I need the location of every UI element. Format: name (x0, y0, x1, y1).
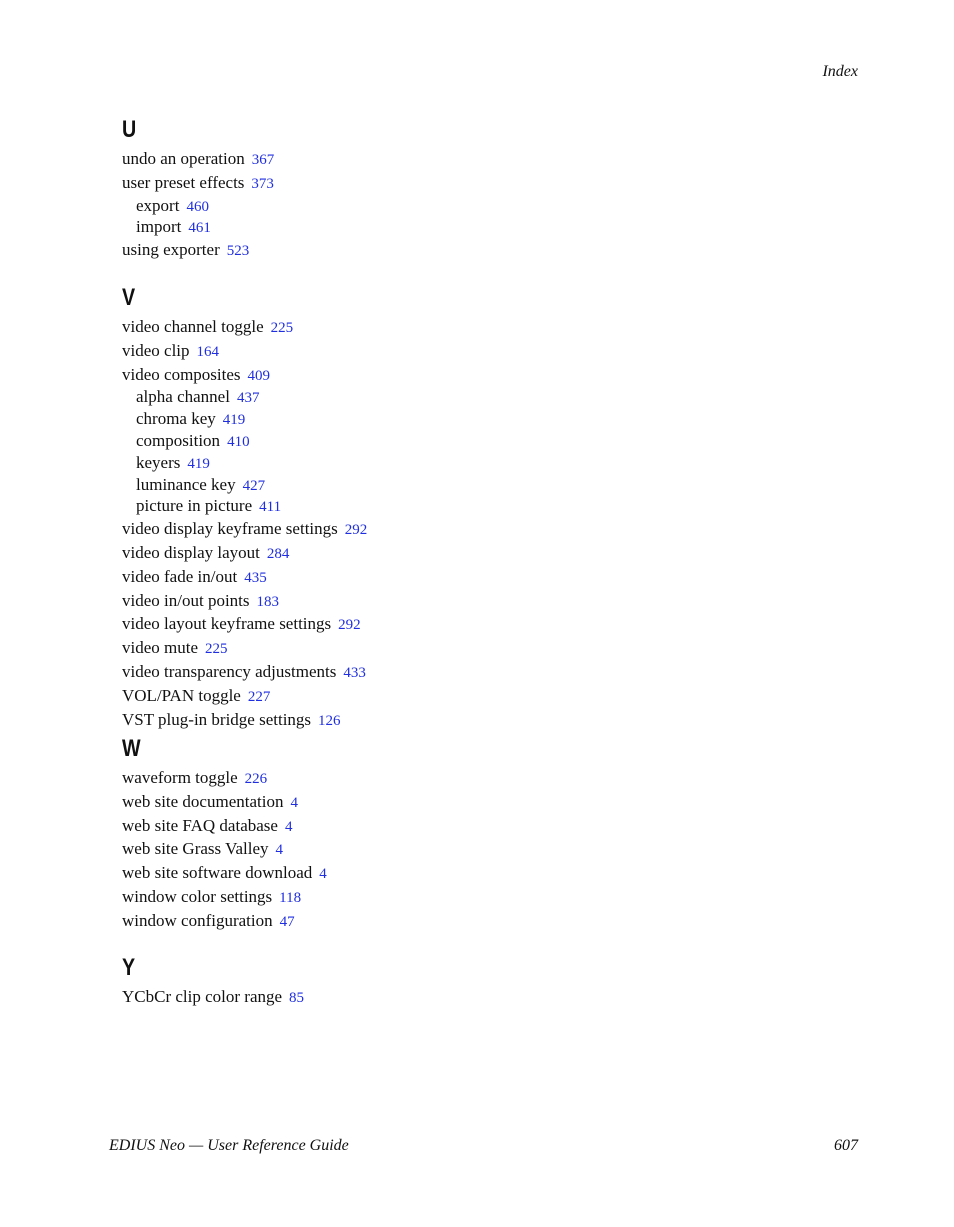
entry-term: chroma key (136, 409, 216, 429)
page-number: 607 (834, 1137, 858, 1154)
index-entry (122, 542, 367, 566)
page-link[interactable]: 47 (279, 913, 295, 930)
entry-term: using exporter (122, 240, 220, 260)
page-link[interactable]: 226 (244, 771, 268, 787)
page-link[interactable]: 292 (338, 617, 361, 634)
page-link[interactable]: 4 (284, 818, 293, 835)
page-link[interactable]: 460 (186, 198, 209, 215)
index-subentry (122, 217, 274, 239)
index-entry (122, 838, 327, 862)
entry-term: waveform toggle (122, 768, 238, 787)
entry-term: composition (136, 430, 221, 450)
entry-term: VST plug-in bridge settings (122, 709, 312, 729)
index-entry (122, 637, 367, 661)
index-subentry (122, 453, 367, 475)
entry-list (122, 767, 327, 934)
index-entry (122, 590, 367, 614)
page-link[interactable]: 437 (236, 390, 260, 407)
page-link[interactable]: 419 (222, 412, 246, 429)
running-header: Index (822, 63, 858, 80)
entry-term: luminance key (136, 474, 236, 494)
page-link[interactable]: 225 (205, 641, 228, 658)
entry-term: import (136, 217, 182, 237)
section-letter: U (122, 116, 137, 143)
entry-term: web site software download (122, 863, 313, 883)
entry-term: video layout keyframe settings (122, 614, 332, 634)
index-subentry (122, 475, 367, 497)
page-link[interactable]: 433 (343, 664, 366, 681)
section-letter: V (122, 284, 136, 311)
page-link[interactable]: 461 (188, 220, 211, 237)
entry-term: video display keyframe settings (122, 519, 338, 539)
index-entry (122, 148, 274, 172)
page-link[interactable]: 373 (251, 175, 274, 192)
page-link[interactable]: 367 (251, 152, 275, 168)
entry-term: undo an operation (122, 149, 245, 168)
index-entry (122, 661, 367, 685)
entry-list (122, 986, 304, 1010)
page-link[interactable]: 523 (226, 243, 250, 260)
page-link[interactable]: 435 (244, 569, 267, 586)
entry-term: window configuration (122, 910, 273, 930)
page-link[interactable]: 4 (290, 794, 298, 811)
entry-term: YCbCr clip color range (122, 987, 283, 1006)
entry-term: web site documentation (122, 791, 284, 811)
index-section-v (122, 286, 367, 732)
section-letter: Y (122, 954, 136, 981)
page-link[interactable]: 183 (256, 593, 279, 610)
index-entry (122, 886, 327, 910)
index-entry (122, 862, 327, 886)
page-link[interactable]: 292 (344, 522, 368, 539)
page-link[interactable]: 4 (275, 842, 284, 859)
index-entry (122, 767, 327, 791)
entry-term: user preset effects (122, 172, 245, 192)
index-entry (122, 239, 274, 263)
entry-term: video fade in/out (122, 566, 238, 586)
page-link[interactable]: 227 (247, 688, 271, 705)
section-letter: W (122, 735, 141, 762)
entry-term: alpha channel (136, 387, 230, 407)
page-link[interactable]: 284 (266, 545, 290, 562)
index-entry (122, 518, 367, 542)
entry-term: video composites (122, 364, 241, 384)
page-link[interactable]: 4 (319, 866, 327, 883)
index-entry (122, 986, 304, 1010)
entry-term: picture in picture (136, 496, 253, 516)
entry-term: keyers (136, 452, 181, 472)
index-entry (122, 709, 367, 733)
index-entry (122, 364, 367, 388)
index-entry (122, 340, 367, 364)
footer-title: EDIUS Neo — User Reference Guide (109, 1137, 349, 1154)
entry-term: web site Grass Valley (122, 839, 269, 859)
index-entry (122, 685, 367, 709)
index-entry (122, 815, 327, 839)
page-link[interactable]: 419 (187, 455, 210, 472)
entry-list (122, 148, 274, 263)
index-section-y (122, 956, 304, 1010)
index-section-w (122, 737, 327, 934)
page-link[interactable]: 164 (196, 343, 220, 360)
entry-term: video clip (122, 340, 190, 360)
entry-term: video display layout (122, 542, 260, 562)
index-entry (122, 910, 327, 934)
entry-term: VOL/PAN toggle (122, 685, 241, 705)
entry-term: video mute (122, 638, 199, 658)
index-subentry (122, 496, 367, 518)
index-subentry (122, 387, 367, 409)
entry-list (122, 316, 367, 732)
index-entry (122, 566, 367, 590)
index-entry (122, 316, 367, 340)
entry-term: video channel toggle (122, 317, 264, 336)
page-link[interactable]: 427 (242, 477, 266, 494)
index-subentry (122, 196, 274, 218)
entry-term: export (136, 195, 180, 215)
entry-term: window color settings (122, 886, 273, 906)
page-link[interactable]: 85 (289, 990, 305, 1006)
page-link[interactable]: 126 (318, 712, 341, 729)
entry-term: web site FAQ database (122, 815, 278, 835)
index-entry (122, 172, 274, 196)
page-link[interactable]: 118 (279, 889, 302, 906)
page-link[interactable]: 225 (270, 320, 294, 336)
entry-term: video in/out points (122, 590, 250, 610)
index-entry (122, 613, 367, 637)
page-link[interactable]: 411 (259, 499, 282, 516)
page-link[interactable]: 410 (227, 433, 250, 450)
entry-term: video transparency adjustments (122, 661, 337, 681)
page-link[interactable]: 409 (247, 367, 271, 384)
index-subentry (122, 409, 367, 431)
index-section-u (122, 118, 274, 263)
index-subentry (122, 431, 367, 453)
index-entry (122, 791, 327, 815)
